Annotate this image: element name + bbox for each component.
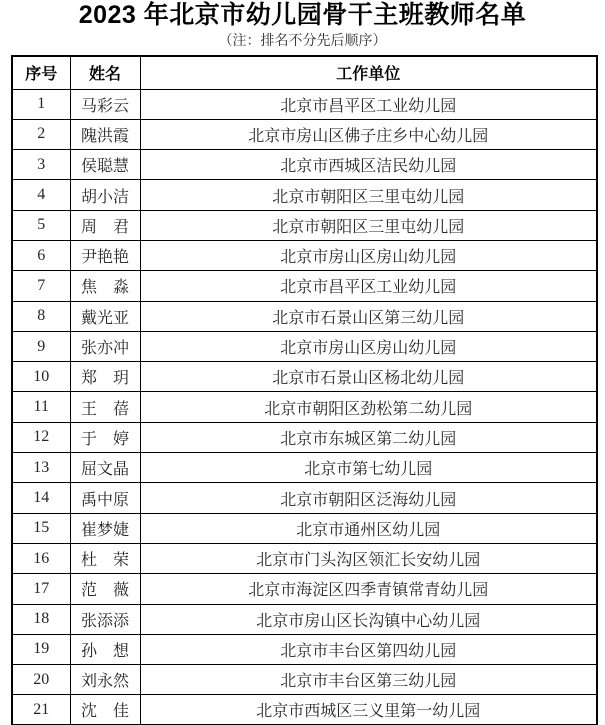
cell-no: 13 bbox=[12, 453, 70, 483]
cell-no: 15 bbox=[12, 513, 70, 543]
page-note: （注：排名不分先后顺序） bbox=[218, 34, 387, 49]
cell-name: 尹艳艳 bbox=[70, 240, 140, 270]
table-row bbox=[12, 301, 597, 331]
column-header-unit: 工作单位 bbox=[140, 56, 597, 89]
cell-name: 马彩云 bbox=[70, 89, 140, 119]
cell-unit: 北京市房山区房山幼儿园 bbox=[140, 240, 597, 270]
table-row bbox=[12, 362, 597, 392]
table-row bbox=[12, 634, 597, 664]
table-row bbox=[12, 331, 597, 361]
cell-name: 禹中原 bbox=[70, 483, 140, 513]
cell-no: 18 bbox=[12, 604, 70, 634]
cell-no: 3 bbox=[12, 150, 70, 180]
cell-name: 隗洪霞 bbox=[70, 119, 140, 149]
table-row bbox=[12, 180, 597, 210]
cell-no: 1 bbox=[12, 89, 70, 119]
table-header bbox=[12, 56, 597, 89]
cell-name: 胡小洁 bbox=[70, 180, 140, 210]
table-row bbox=[12, 695, 597, 725]
cell-no: 4 bbox=[12, 180, 70, 210]
header-row bbox=[12, 56, 597, 89]
cell-name: 张添添 bbox=[70, 604, 140, 634]
cell-no: 5 bbox=[12, 210, 70, 240]
table-row bbox=[12, 665, 597, 695]
cell-unit: 北京市昌平区工业幼儿园 bbox=[140, 89, 597, 119]
table-row bbox=[12, 604, 597, 634]
cell-name: 焦 淼 bbox=[70, 271, 140, 301]
cell-no: 16 bbox=[12, 543, 70, 573]
column-header-name: 姓名 bbox=[70, 56, 140, 89]
cell-unit: 北京市通州区幼儿园 bbox=[140, 513, 597, 543]
cell-unit: 北京市房山区佛子庄乡中心幼儿园 bbox=[140, 119, 597, 149]
cell-name: 于 婷 bbox=[70, 422, 140, 452]
cell-no: 12 bbox=[12, 422, 70, 452]
cell-unit: 北京市丰台区第四幼儿园 bbox=[140, 634, 597, 664]
cell-name: 杜 荣 bbox=[70, 543, 140, 573]
cell-no: 7 bbox=[12, 271, 70, 301]
cell-unit: 北京市朝阳区劲松第二幼儿园 bbox=[140, 392, 597, 422]
cell-unit: 北京市朝阳区泛海幼儿园 bbox=[140, 483, 597, 513]
cell-no: 11 bbox=[12, 392, 70, 422]
table-body bbox=[12, 89, 597, 725]
table-row bbox=[12, 150, 597, 180]
cell-unit: 北京市门头沟区领汇长安幼儿园 bbox=[140, 543, 597, 573]
cell-unit: 北京市朝阳区三里屯幼儿园 bbox=[140, 210, 597, 240]
cell-no: 2 bbox=[12, 119, 70, 149]
cell-unit: 北京市丰台区第三幼儿园 bbox=[140, 665, 597, 695]
cell-name: 郑 玥 bbox=[70, 362, 140, 392]
cell-no: 17 bbox=[12, 574, 70, 604]
table-row bbox=[12, 483, 597, 513]
cell-unit: 北京市西城区洁民幼儿园 bbox=[140, 150, 597, 180]
table-row bbox=[12, 89, 597, 119]
cell-name: 范 薇 bbox=[70, 574, 140, 604]
column-header-no: 序号 bbox=[12, 56, 70, 89]
cell-unit: 北京市第七幼儿园 bbox=[140, 453, 597, 483]
cell-unit: 北京市海淀区四季青镇常青幼儿园 bbox=[140, 574, 597, 604]
cell-unit: 北京市房山区房山幼儿园 bbox=[140, 331, 597, 361]
cell-name: 戴光亚 bbox=[70, 301, 140, 331]
cell-name: 张亦冲 bbox=[70, 331, 140, 361]
cell-unit: 北京市房山区长沟镇中心幼儿园 bbox=[140, 604, 597, 634]
cell-name: 侯聪慧 bbox=[70, 150, 140, 180]
cell-no: 8 bbox=[12, 301, 70, 331]
cell-name: 周 君 bbox=[70, 210, 140, 240]
cell-no: 20 bbox=[12, 665, 70, 695]
cell-name: 崔梦婕 bbox=[70, 513, 140, 543]
cell-no: 19 bbox=[12, 634, 70, 664]
teachers-table bbox=[11, 55, 598, 725]
page-title: 2023 年北京市幼儿园骨干主班教师名单 bbox=[78, 1, 527, 29]
cell-no: 10 bbox=[12, 362, 70, 392]
cell-name: 屈文晶 bbox=[70, 453, 140, 483]
cell-unit: 北京市石景山区杨北幼儿园 bbox=[140, 362, 597, 392]
cell-unit: 北京市昌平区工业幼儿园 bbox=[140, 271, 597, 301]
cell-name: 沈 佳 bbox=[70, 695, 140, 725]
table-row bbox=[12, 513, 597, 543]
table-row bbox=[12, 422, 597, 452]
cell-unit: 北京市西城区三义里第一幼儿园 bbox=[140, 695, 597, 725]
table-row bbox=[12, 119, 597, 149]
cell-no: 14 bbox=[12, 483, 70, 513]
table-row bbox=[12, 210, 597, 240]
cell-name: 刘永然 bbox=[70, 665, 140, 695]
cell-no: 6 bbox=[12, 240, 70, 270]
cell-unit: 北京市东城区第二幼儿园 bbox=[140, 422, 597, 452]
cell-no: 21 bbox=[12, 695, 70, 725]
cell-name: 王 蓓 bbox=[70, 392, 140, 422]
cell-unit: 北京市朝阳区三里屯幼儿园 bbox=[140, 180, 597, 210]
cell-unit: 北京市石景山区第三幼儿园 bbox=[140, 301, 597, 331]
table-row bbox=[12, 392, 597, 422]
table-row bbox=[12, 271, 597, 301]
table-row bbox=[12, 453, 597, 483]
table-row bbox=[12, 543, 597, 573]
cell-no: 9 bbox=[12, 331, 70, 361]
table-row bbox=[12, 574, 597, 604]
cell-name: 孙 想 bbox=[70, 634, 140, 664]
table-row bbox=[12, 240, 597, 270]
